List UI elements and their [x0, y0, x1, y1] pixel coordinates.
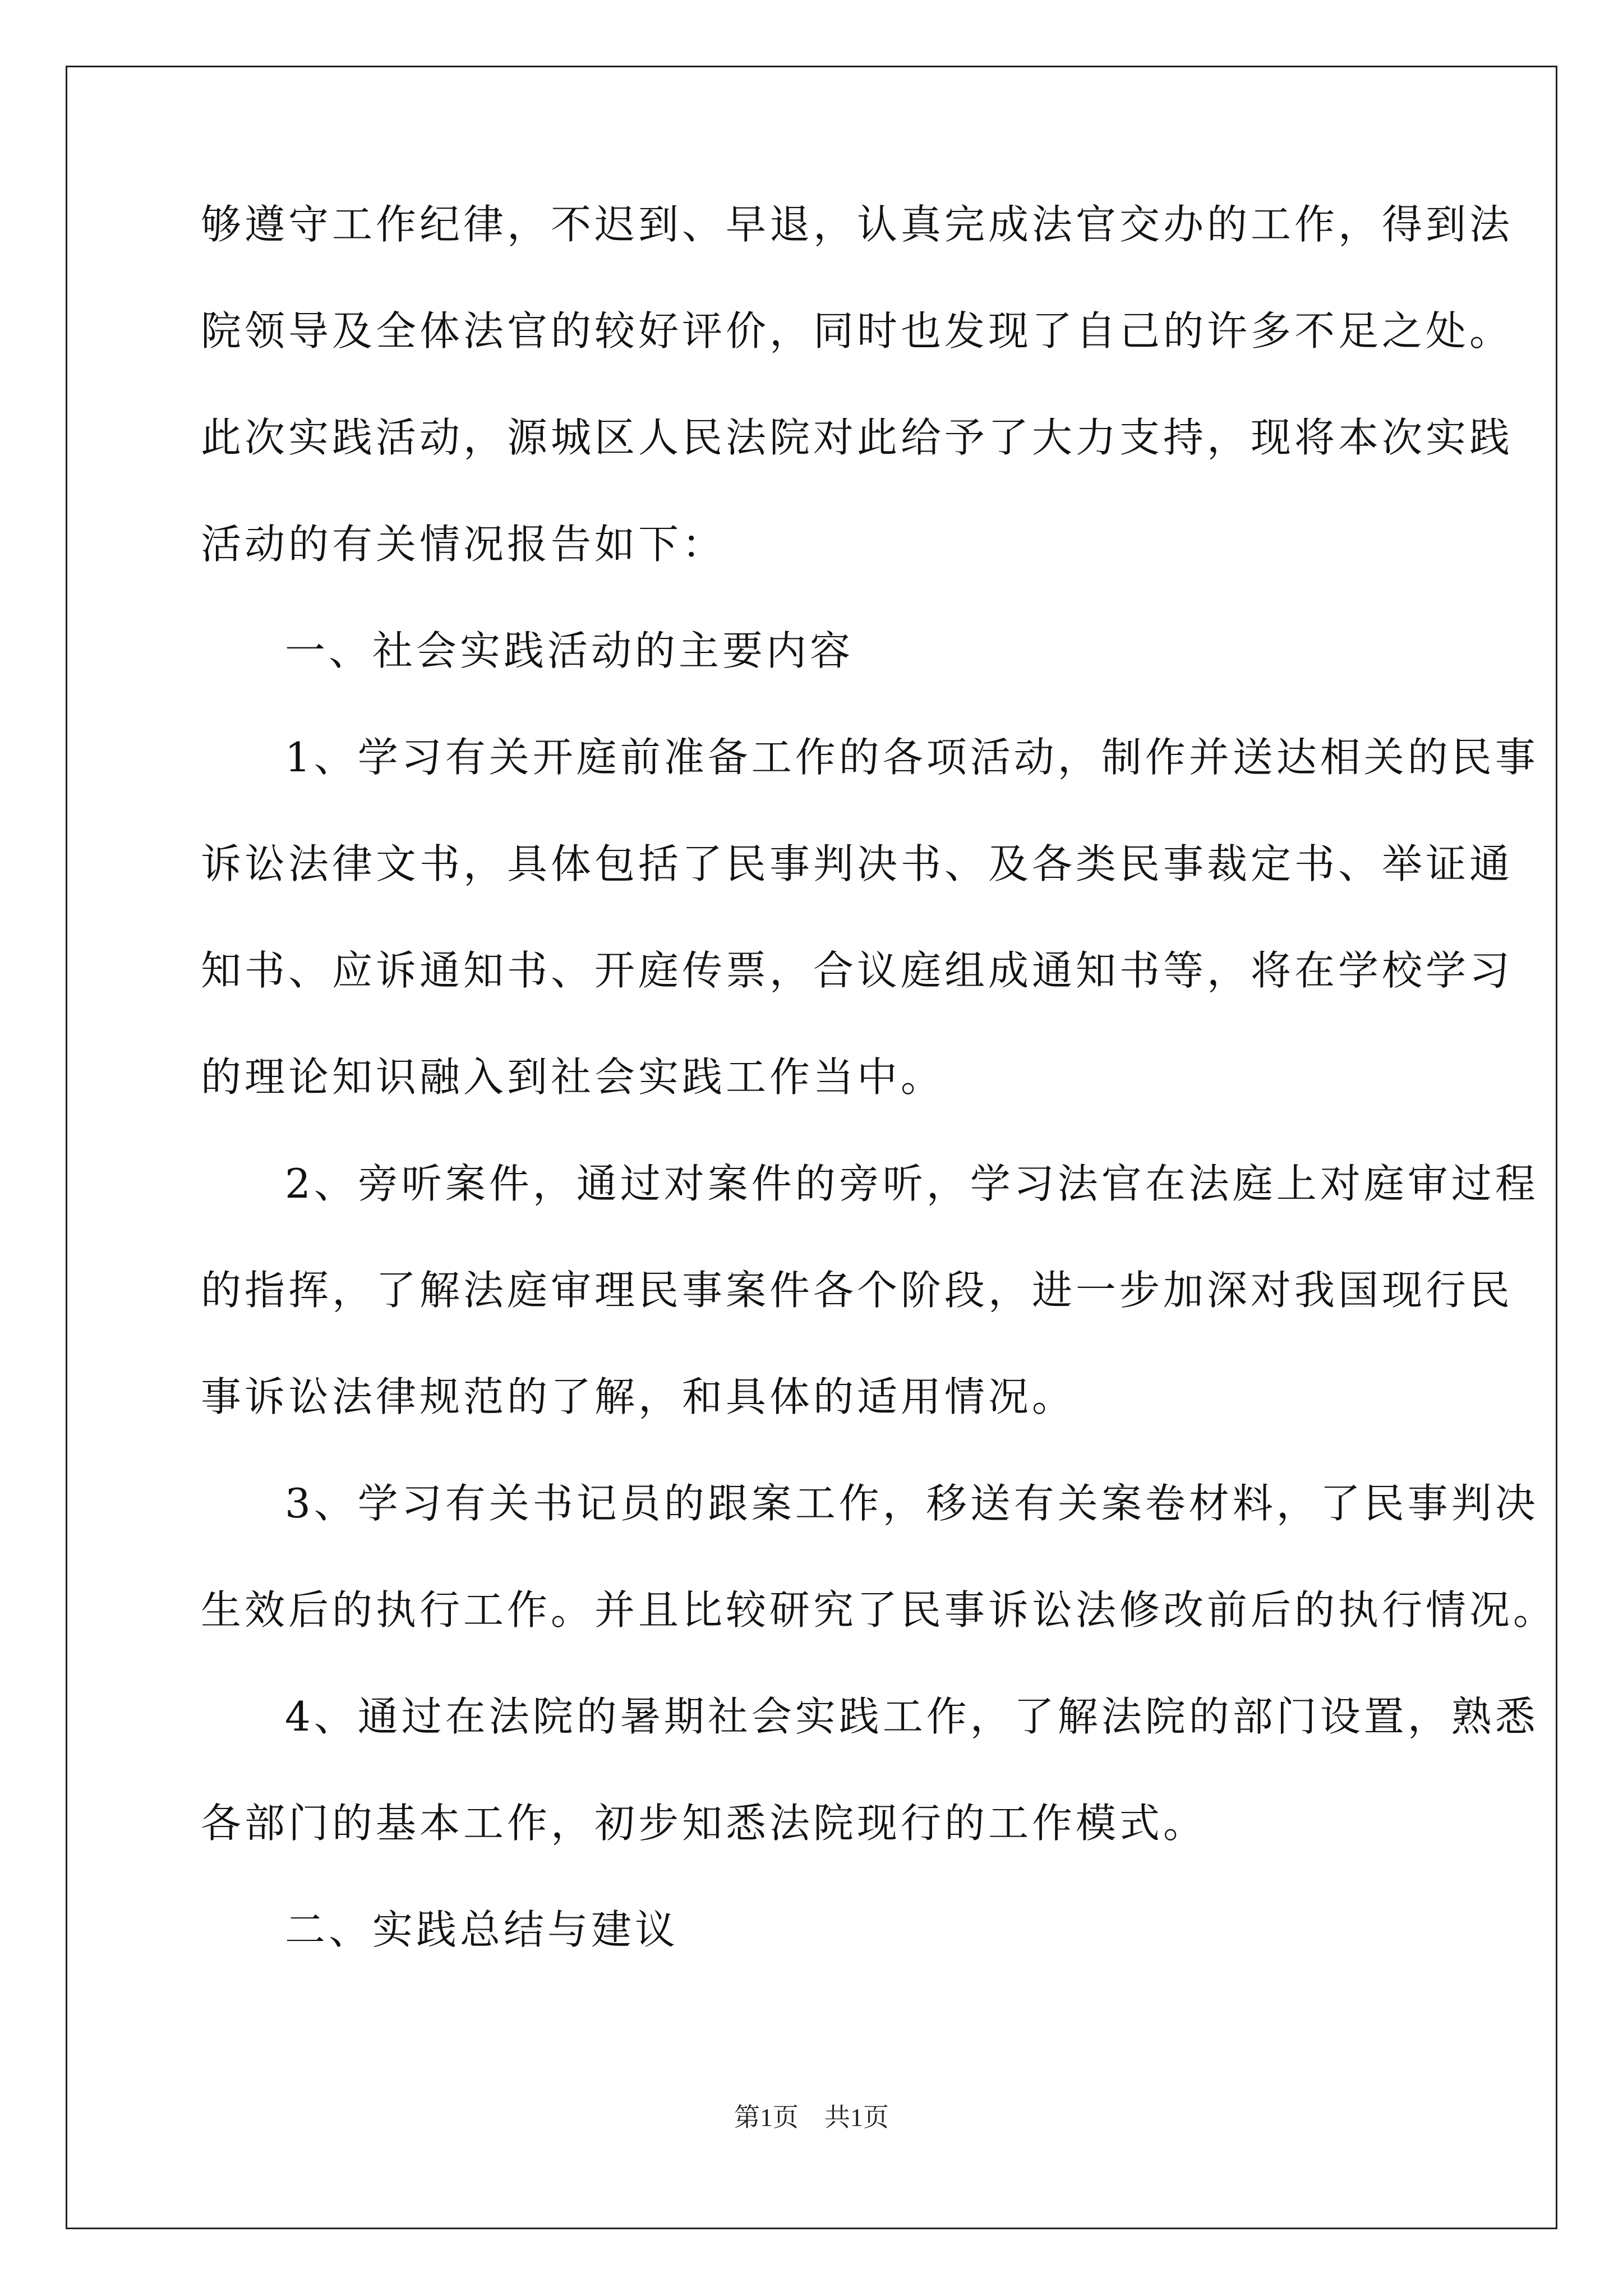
text-line: 的理论知识融入到社会实践工作当中。	[201, 1053, 945, 1101]
text-line: 院领导及全体法官的较好评价，同时也发现了自己的许多不足之处。	[201, 307, 1514, 355]
page-footer: 第1页 共1页	[734, 2103, 889, 2132]
section-heading: 一、社会实践活动的主要内容	[285, 627, 854, 674]
text-line: 诉讼法律文书，具体包括了民事判决书、及各类民事裁定书、举证通	[201, 840, 1514, 887]
text-line: 3、学习有关书记员的跟案工作，移送有关案卷材料，了民事判决	[285, 1480, 1539, 1527]
text-line: 够遵守工作纪律，不迟到、早退，认真完成法官交办的工作，得到法	[201, 201, 1514, 248]
text-line: 活动的有关情况报告如下：	[201, 521, 726, 568]
text-line: 知书、应诉通知书、开庭传票，合议庭组成通知书等，将在学校学习	[201, 947, 1514, 994]
text-line: 4、通过在法院的暑期社会实践工作，了解法院的部门设置，熟悉	[285, 1693, 1539, 1740]
section-heading: 二、实践总结与建议	[285, 1906, 679, 1953]
text-line: 1、学习有关开庭前准备工作的各项活动，制作并送达相关的民事	[285, 734, 1539, 781]
text-line: 2、旁听案件，通过对案件的旁听，学习法官在法庭上对庭审过程	[285, 1160, 1539, 1207]
text-line: 此次实践活动，源城区人民法院对此给予了大力支持，现将本次实践	[201, 414, 1514, 461]
text-line: 事诉讼法律规范的了解，和具体的适用情况。	[201, 1373, 1076, 1420]
text-line: 生效后的执行工作。并且比较研究了民事诉讼法修改前后的执行情况。	[201, 1586, 1557, 1634]
text-line: 的指挥，了解法庭审理民事案件各个阶段，进一步加深对我国现行民	[201, 1267, 1514, 1314]
text-line: 各部门的基本工作，初步知悉法院现行的工作模式。	[201, 1800, 1207, 1847]
